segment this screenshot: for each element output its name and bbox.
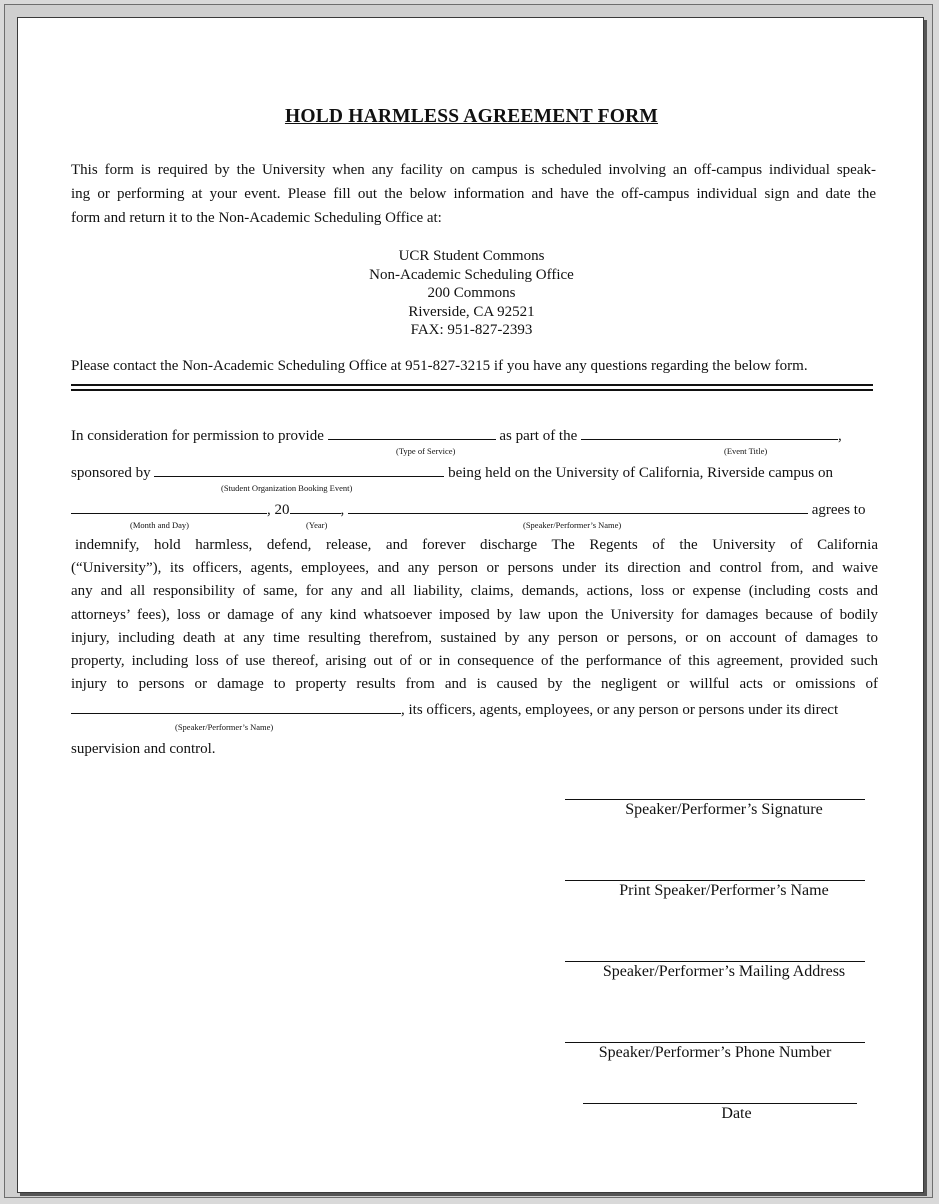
- caption-speaker-name: (Speaker/Performer’s Name): [523, 520, 622, 530]
- phone-label: Speaker/Performer’s Phone Number: [598, 1044, 832, 1061]
- caption-type-of-service: (Type of Service): [396, 446, 456, 456]
- fill-row-1: [71, 425, 842, 445]
- contact-note: Please contact the Non-Academic Scheduling Office at 951-827-3215 if you have any questions regarding the below form.: [71, 358, 808, 374]
- form-page: [17, 17, 924, 1193]
- document-frame: [4, 4, 933, 1198]
- office-address: [18, 247, 925, 340]
- address-line: Riverside, CA 92521: [408, 303, 535, 320]
- agreement-line: (“University”), its officers, agents, employees, and any person or persons under its direction and control from, and waive: [71, 560, 878, 577]
- form-title: HOLD HARMLESS AGREEMENT FORM: [284, 106, 659, 127]
- agreement-line: injury to persons or damage to property results from and is caused by the negligent or willful acts or omissions of: [71, 676, 878, 693]
- fill-row-3: [71, 499, 865, 519]
- row3-text-c: agrees to: [811, 502, 866, 518]
- caption-speaker-name-2: (Speaker/Performer’s Name): [175, 722, 274, 732]
- speaker-name-field[interactable]: [348, 499, 808, 514]
- agreement-line: indemnify, hold harmless, defend, release, and forever discharge The Regents of the University of California: [75, 537, 878, 553]
- mailing-address-line[interactable]: [565, 961, 865, 962]
- mailing-address-label: Speaker/Performer’s Mailing Address: [602, 963, 846, 980]
- row3-comma: ,: [340, 502, 345, 518]
- fill-row-2: [71, 462, 833, 482]
- agreement-line: any and all responsibility of same, for any and all liability, claims, demands, actions, loss or expense (including costs and: [71, 583, 878, 600]
- student-organization-field[interactable]: [154, 462, 444, 477]
- caption-month-and-day: (Month and Day): [130, 520, 190, 530]
- year-field[interactable]: [290, 499, 341, 514]
- row1-text-a: In consideration for permission to provide: [71, 428, 324, 444]
- speaker-name-field-2[interactable]: [71, 699, 401, 714]
- signature-line[interactable]: [565, 799, 865, 800]
- print-name-label: Print Speaker/Performer’s Name: [619, 882, 829, 899]
- agreement-end: supervision and control.: [71, 741, 216, 757]
- event-title-field[interactable]: [581, 425, 838, 440]
- date-label: Date: [721, 1105, 752, 1122]
- row2-text-b: being held on the University of California, Riverside campus on: [448, 465, 833, 481]
- type-of-service-field[interactable]: [328, 425, 496, 440]
- agreement-line: property, including loss of use thereof, arising out of or in consequence of the performance of this agreement, provided such: [71, 653, 878, 670]
- caption-student-organization: (Student Organization Booking Event): [221, 483, 353, 493]
- intro-line-1: This form is required by the University when any facility on campus is scheduled involving an off-campus individual speak-: [71, 162, 876, 178]
- row1-text-b: as part of the: [499, 428, 578, 444]
- address-line: 200 Commons: [427, 285, 516, 302]
- address-line: UCR Student Commons: [398, 248, 545, 264]
- intro-paragraph: [71, 158, 876, 230]
- divider-top: [71, 384, 873, 386]
- row1-comma: ,: [838, 428, 842, 444]
- intro-line-2: ing or performing at your event. Please fill out the below information and have the off-campus individual sign and date the: [71, 186, 876, 202]
- agreement-tail-row: [71, 699, 838, 719]
- phone-line[interactable]: [565, 1042, 865, 1043]
- signature-label: Speaker/Performer’s Signature: [625, 801, 823, 818]
- agreement-paragraph: [71, 534, 878, 696]
- agreement-line: injury, including death at any time resulting therefrom, sustained by any person or persons, or on account of damages to: [71, 629, 878, 646]
- intro-line-3: form and return it to the Non-Academic Scheduling Office at:: [71, 210, 442, 226]
- caption-event-title: (Event Title): [724, 446, 768, 456]
- fax-line: FAX: 951-827-2393: [410, 322, 533, 339]
- print-name-line[interactable]: [565, 880, 865, 881]
- month-and-day-field[interactable]: [71, 499, 267, 514]
- address-line: Non-Academic Scheduling Office: [369, 266, 574, 283]
- row2-text-a: sponsored by: [71, 465, 151, 481]
- divider-bottom: [71, 389, 873, 391]
- row3-year-prefix: , 20: [267, 502, 290, 518]
- caption-year: (Year): [306, 520, 328, 530]
- agreement-tail-text: , its officers, agents, employees, or any person or persons under its direct: [401, 702, 839, 718]
- date-line[interactable]: [583, 1103, 857, 1104]
- agreement-line: attorneys’ fees), loss or damage of any kind whatsoever imposed by law upon the University for damages because of bodily: [71, 606, 878, 623]
